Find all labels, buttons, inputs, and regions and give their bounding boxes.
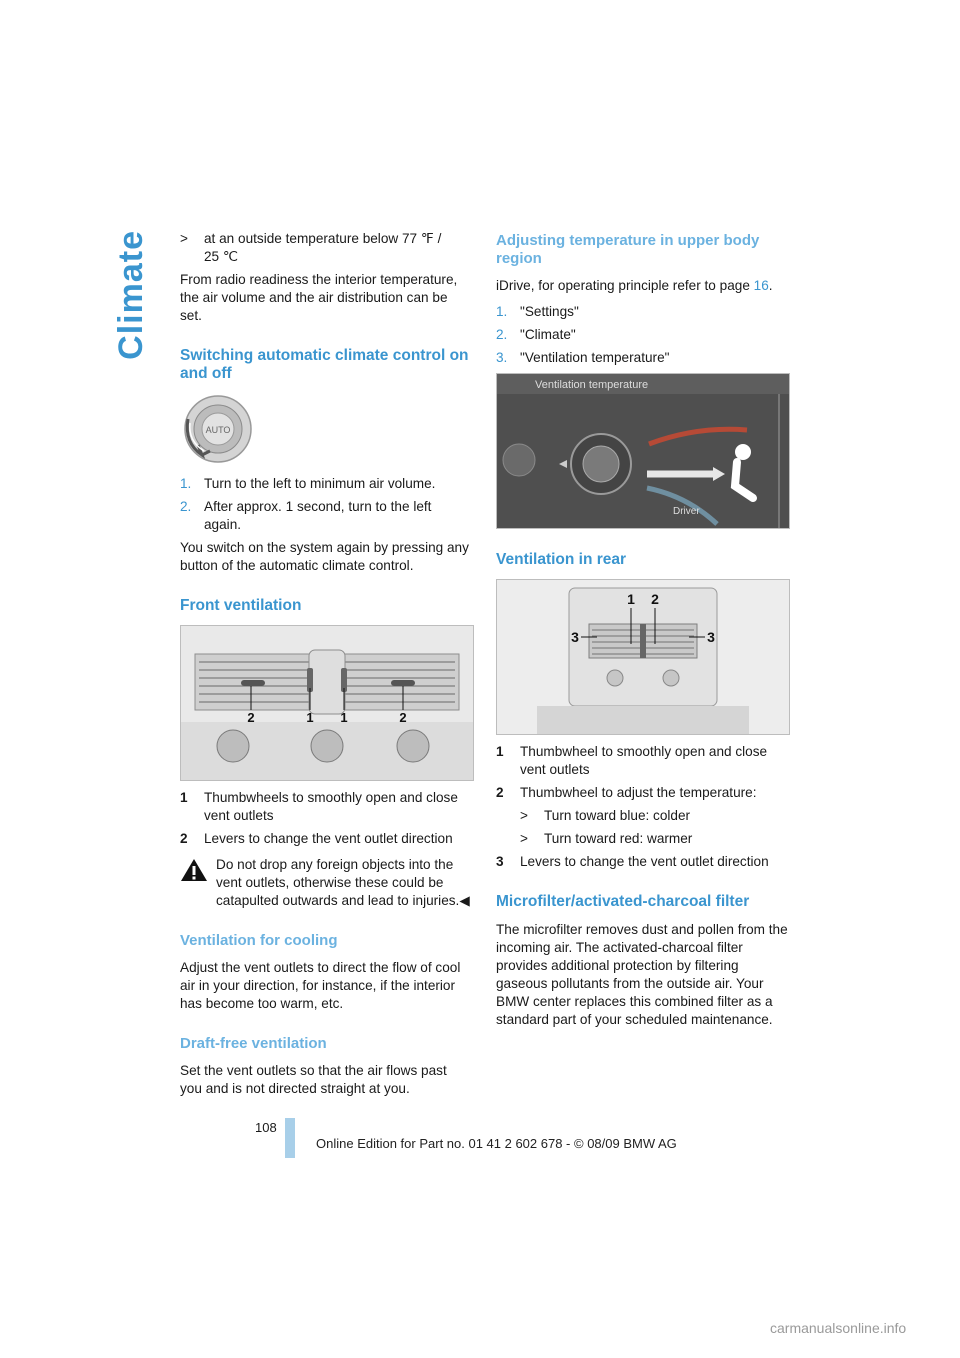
menu-step — [496, 303, 790, 321]
legend-text: Levers to change the vent outlet direction — [520, 854, 769, 869]
end-marker: ◀ — [459, 893, 470, 908]
heading-rear-ventilation: Ventilation in rear — [496, 551, 627, 568]
figure-label: 3 — [707, 629, 715, 645]
bullet-marker: > — [520, 808, 528, 823]
bullet-line: at an outside temperature below 77 ℉ / — [204, 231, 442, 246]
legend-number: 1 — [180, 790, 188, 805]
legend-item — [496, 743, 790, 779]
step-item — [180, 475, 472, 493]
paragraph: You switch on the system again by pressing any button of the automatic climate control. — [180, 540, 469, 573]
paragraph: The microfilter removes dust and pollen from the incoming air. The activated-charcoal filter provides additional protection by filtering gaseous pollutants from the outside air. Your BMW center replaces this combined filter as a standard part of your scheduled maintenance. — [496, 922, 788, 1027]
figure-label: 2 — [247, 710, 255, 725]
figure-label: 1 — [340, 710, 348, 725]
heading-switch: Switching automatic climate control on and off — [180, 347, 469, 382]
heading-upper-body: Adjusting temperature in upper body region — [496, 232, 760, 267]
idrive-text: iDrive, for operating principle refer to page — [496, 278, 754, 293]
warning-icon — [180, 858, 208, 882]
warning-text: Do not drop any foreign objects into the vent outlets, otherwise these could be catapulted outwards and lead to injuries. — [216, 857, 460, 908]
step-text: After approx. 1 second, turn to the left again. — [204, 499, 432, 532]
step-number: 1. — [496, 304, 508, 319]
period: . — [768, 278, 773, 293]
sub-bullet — [520, 807, 790, 825]
figure-label: 2 — [651, 591, 659, 607]
ventilation-screen-figure — [496, 373, 790, 529]
legend-number: 2 — [180, 831, 188, 846]
step-number: 2. — [180, 499, 192, 514]
watermark: carmanualsonline.info — [770, 1320, 907, 1336]
bullet-marker: > — [180, 231, 188, 246]
heading-filter: Microfilter/activated-charcoal filter — [496, 893, 750, 910]
page-link[interactable]: 16 — [753, 278, 769, 293]
step-text: Turn to the left to minimum air volume. — [204, 476, 436, 491]
menu-step — [496, 349, 790, 367]
warning-note — [180, 856, 472, 910]
heading-cooling: Ventilation for cooling — [180, 932, 338, 949]
bullet-line: 25 ℃ — [204, 249, 239, 264]
figure-label: 3 — [571, 629, 579, 645]
step-number: 2. — [496, 327, 508, 342]
screen-title: Ventilation temperature — [535, 379, 649, 391]
step-text: "Climate" — [520, 327, 576, 342]
menu-step — [496, 326, 790, 344]
step-text: "Ventilation temperature" — [520, 350, 670, 365]
figure-label: 1 — [627, 591, 635, 607]
legend-text: Thumbwheel to adjust the temperature: — [520, 785, 757, 800]
legend-item — [180, 789, 472, 825]
sub-bullet — [520, 830, 790, 848]
step-number: 3. — [496, 350, 508, 365]
screen-driver-label: Driver — [673, 506, 700, 517]
bullet-marker: > — [520, 831, 528, 846]
legend-text: Thumbwheels to smoothly open and close vent outlets — [204, 790, 458, 823]
legend-text: Levers to change the vent outlet direction — [204, 831, 453, 846]
figure-label: 2 — [399, 710, 407, 725]
sub-bullet-text: Turn toward red: warmer — [544, 831, 693, 846]
legend-item — [180, 830, 472, 848]
front-ventilation-figure — [180, 625, 474, 781]
step-item — [180, 498, 472, 534]
step-text: "Settings" — [520, 304, 579, 319]
heading-draft: Draft-free ventilation — [180, 1035, 327, 1052]
knob-label: AUTO — [205, 425, 231, 435]
rear-ventilation-figure — [496, 579, 790, 735]
paragraph: Adjust the vent outlets to direct the flow of cool air in your direction, for instance, if the interior has become too warm, etc. — [180, 960, 461, 1011]
edition-text: Online Edition for Part no. 01 41 2 602 678 - © 08/09 BMW AG — [316, 1136, 677, 1151]
figure-label: 1 — [306, 710, 314, 725]
right-column — [496, 230, 790, 1037]
chapter-title: Climate — [112, 230, 150, 360]
auto-knob-figure — [180, 393, 256, 465]
legend-number: 3 — [496, 854, 504, 869]
legend-number: 1 — [496, 744, 504, 759]
legend-text: Thumbwheel to smoothly open and close vent outlets — [520, 744, 768, 777]
bullet-item — [180, 230, 472, 266]
heading-front-ventilation: Front ventilation — [180, 597, 302, 614]
legend-number: 2 — [496, 785, 504, 800]
footer-bar — [285, 1118, 295, 1158]
paragraph: From radio readiness the interior temperature, the air volume and the air distribution can be set. — [180, 272, 458, 323]
paragraph — [496, 277, 790, 295]
step-number: 1. — [180, 476, 192, 491]
left-column — [180, 230, 472, 1106]
legend-item — [496, 853, 790, 871]
sub-bullet-text: Turn toward blue: colder — [544, 808, 691, 823]
legend-item — [496, 784, 790, 802]
paragraph: Set the vent outlets so that the air flows past you and is not directed straight at you. — [180, 1063, 447, 1096]
page-number: 108 — [255, 1120, 277, 1135]
